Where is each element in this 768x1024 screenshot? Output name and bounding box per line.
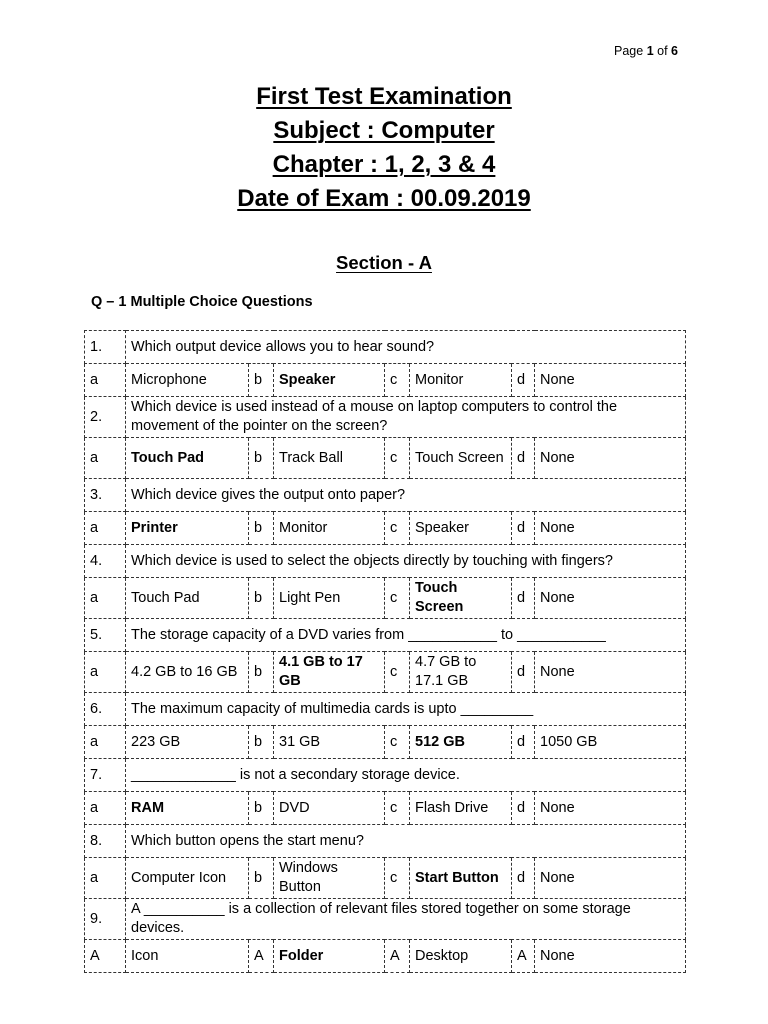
option-letter: c (385, 512, 410, 545)
option-text: Flash Drive (410, 792, 512, 825)
question-number: 1. (85, 331, 126, 364)
option-text: DVD (274, 792, 385, 825)
option-text: None (535, 578, 686, 619)
question-row (85, 479, 686, 512)
option-text: 4.2 GB to 16 GB (126, 652, 249, 693)
options-row (85, 364, 686, 397)
answer-option: Printer (126, 512, 249, 545)
option-letter: b (249, 792, 274, 825)
option-letter: d (512, 792, 535, 825)
mcq-table (84, 330, 686, 973)
option-text: Microphone (126, 364, 249, 397)
option-letter: d (512, 858, 535, 899)
option-text: None (535, 512, 686, 545)
option-letter: a (85, 438, 126, 479)
question-row (85, 899, 686, 940)
option-letter: c (385, 726, 410, 759)
option-text: None (535, 438, 686, 479)
page-label: Page (614, 44, 644, 58)
option-letter: d (512, 578, 535, 619)
options-row (85, 652, 686, 693)
option-text: Computer Icon (126, 858, 249, 899)
question-row (85, 545, 686, 578)
exam-subject: Subject : Computer (273, 117, 495, 144)
option-letter: a (85, 578, 126, 619)
option-letter: a (85, 792, 126, 825)
option-text: Desktop (410, 940, 512, 973)
question-row (85, 331, 686, 364)
question-row (85, 397, 686, 438)
question-text: The maximum capacity of multimedia cards is upto _________ (126, 693, 686, 726)
option-letter: b (249, 652, 274, 693)
exam-header (0, 80, 768, 216)
question-number: 6. (85, 693, 126, 726)
option-text: 4.7 GB to 17.1 GB (410, 652, 512, 693)
section-title: Section - A (336, 252, 432, 273)
option-letter: c (385, 792, 410, 825)
question-text: Which device is used to select the objects directly by touching with fingers? (126, 545, 686, 578)
option-text: Icon (126, 940, 249, 973)
option-text: None (535, 858, 686, 899)
page-number (614, 44, 678, 58)
option-letter: A (512, 940, 535, 973)
question-number: 2. (85, 397, 126, 438)
option-letter: b (249, 512, 274, 545)
option-letter: c (385, 578, 410, 619)
option-text: Monitor (274, 512, 385, 545)
answer-option: 512 GB (410, 726, 512, 759)
question-text: Which device gives the output onto paper? (126, 479, 686, 512)
exam-chapters: Chapter : 1, 2, 3 & 4 (272, 151, 496, 178)
option-text: Track Ball (274, 438, 385, 479)
question-row (85, 825, 686, 858)
option-letter: b (249, 438, 274, 479)
question-text: Which button opens the start menu? (126, 825, 686, 858)
page-of-label: of (657, 44, 668, 58)
question-number: 9. (85, 899, 126, 940)
option-letter: a (85, 512, 126, 545)
option-text: 31 GB (274, 726, 385, 759)
options-row (85, 438, 686, 479)
option-text: Light Pen (274, 578, 385, 619)
question-text: A __________ is a collection of relevant files stored together on some storage devices. (126, 899, 686, 940)
option-letter: d (512, 512, 535, 545)
option-text: None (535, 940, 686, 973)
option-letter: A (85, 940, 126, 973)
question-number: 7. (85, 759, 126, 792)
answer-option: Touch Screen (410, 578, 512, 619)
page-total: 6 (671, 44, 678, 58)
question-number: 8. (85, 825, 126, 858)
option-letter: c (385, 438, 410, 479)
options-row (85, 858, 686, 899)
answer-option: RAM (126, 792, 249, 825)
question-number: 3. (85, 479, 126, 512)
question-row (85, 693, 686, 726)
option-letter: A (385, 940, 410, 973)
question-heading: Q – 1 Multiple Choice Questions (91, 294, 313, 310)
answer-option: 4.1 GB to 17 GB (274, 652, 385, 693)
answer-option: Touch Pad (126, 438, 249, 479)
question-text: Which device is used instead of a mouse on laptop computers to control the movement of the pointer on the screen? (126, 397, 686, 438)
option-text: None (535, 792, 686, 825)
option-letter: a (85, 364, 126, 397)
option-letter: a (85, 652, 126, 693)
option-text: Monitor (410, 364, 512, 397)
option-letter: d (512, 726, 535, 759)
option-text: Touch Screen (410, 438, 512, 479)
option-letter: a (85, 726, 126, 759)
option-letter: c (385, 652, 410, 693)
option-letter: d (512, 438, 535, 479)
exam-title: First Test Examination (256, 83, 512, 110)
option-text: None (535, 652, 686, 693)
question-row (85, 759, 686, 792)
mcq-body (85, 331, 686, 973)
option-letter: b (249, 364, 274, 397)
option-text: None (535, 364, 686, 397)
question-text: _____________ is not a secondary storage device. (126, 759, 686, 792)
answer-option: Folder (274, 940, 385, 973)
options-row (85, 940, 686, 973)
option-letter: A (249, 940, 274, 973)
question-text: The storage capacity of a DVD varies from ___________ to ___________ (126, 619, 686, 652)
question-number: 4. (85, 545, 126, 578)
option-letter: d (512, 652, 535, 693)
option-letter: b (249, 578, 274, 619)
question-row (85, 619, 686, 652)
options-row (85, 512, 686, 545)
page-current: 1 (646, 44, 654, 58)
option-letter: c (385, 858, 410, 899)
question-text: Which output device allows you to hear sound? (126, 331, 686, 364)
options-row (85, 726, 686, 759)
option-text: 1050 GB (535, 726, 686, 759)
option-letter: d (512, 364, 535, 397)
answer-option: Start Button (410, 858, 512, 899)
option-letter: b (249, 858, 274, 899)
option-letter: a (85, 858, 126, 899)
exam-date: Date of Exam : 00.09.2019 (237, 185, 531, 212)
question-number: 5. (85, 619, 126, 652)
option-text: Touch Pad (126, 578, 249, 619)
options-row (85, 578, 686, 619)
option-text: Windows Button (274, 858, 385, 899)
option-letter: b (249, 726, 274, 759)
option-letter: c (385, 364, 410, 397)
options-row (85, 792, 686, 825)
answer-option: Speaker (274, 364, 385, 397)
option-text: Speaker (410, 512, 512, 545)
option-text: 223 GB (126, 726, 249, 759)
